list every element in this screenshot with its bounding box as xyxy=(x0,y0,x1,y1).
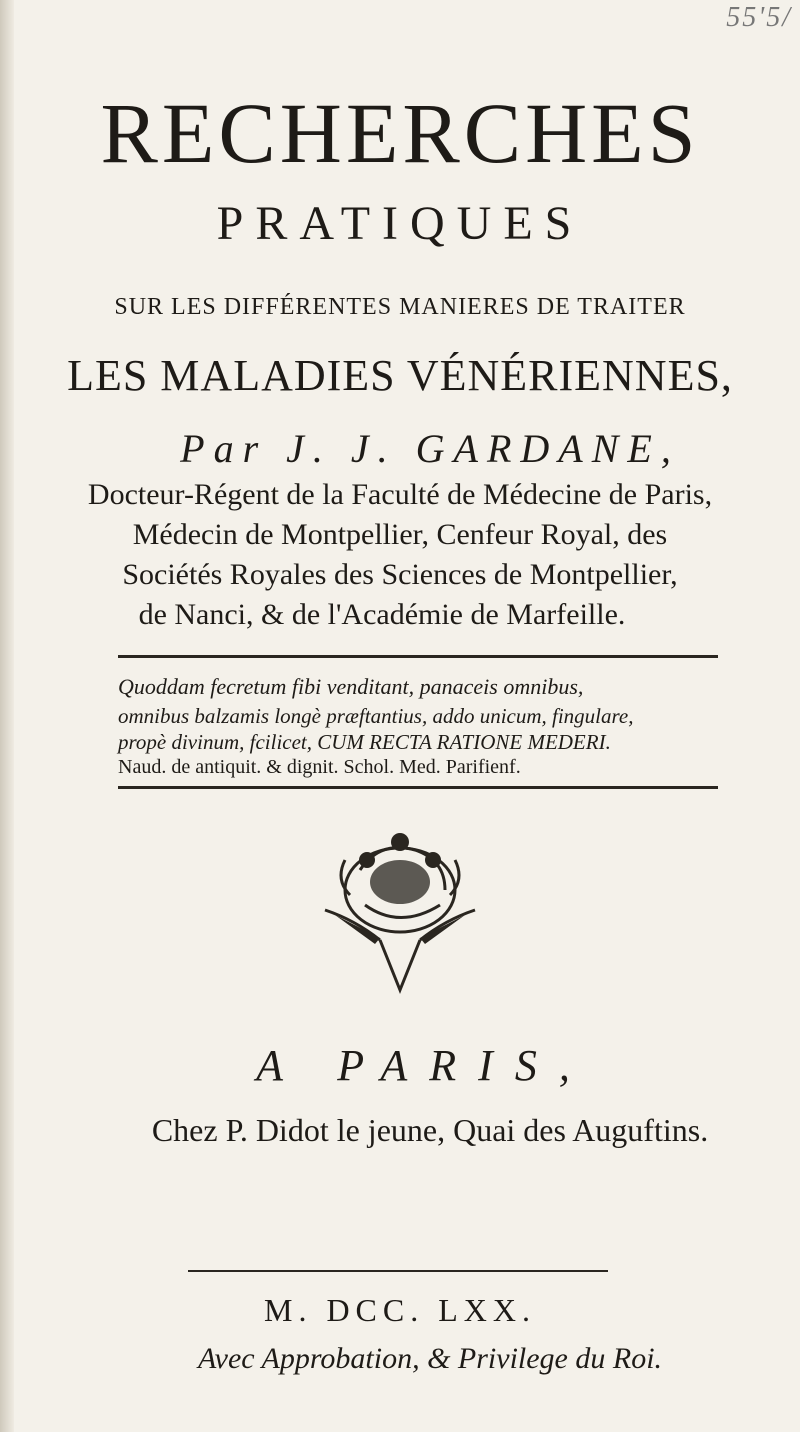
epigraph-line-1: Quoddam fecretum fibi venditant, panaceis omnibus, xyxy=(118,674,584,699)
title-maladies: LES MALADIES VÉNÉRIENNES, xyxy=(67,351,733,400)
title-pratiques: PRATIQUES xyxy=(216,197,584,250)
affiliation-line-1: Docteur-Régent de la Faculté de Médecine de Paris, xyxy=(87,478,713,511)
imprint-divider xyxy=(188,1270,608,1272)
imprint-publisher: Chez P. Didot le jeune, Quai des Auguftins. xyxy=(151,1112,709,1148)
title-recherches: RECHERCHES xyxy=(100,85,700,181)
divider-top xyxy=(118,655,718,658)
affiliation-line-2: Médecin de Montpellier, Cenfeur Royal, des xyxy=(132,518,668,551)
printers-ornament-icon xyxy=(305,820,495,995)
imprint-city: A PARIS, xyxy=(256,1041,592,1090)
divider-bottom xyxy=(118,786,718,789)
imprint-privilege: Avec Approbation, & Privilege du Roi. xyxy=(197,1342,663,1375)
epigraph-citation: Naud. de antiquit. & dignit. Schol. Med. Parifienf. xyxy=(118,756,521,778)
imprint-year: M. DCC. LXX. xyxy=(263,1292,536,1328)
author-line: Par J. J. GARDANE, xyxy=(180,426,680,471)
title-subtitle: SUR LES DIFFÉRENTES MANIERES DE TRAITER xyxy=(114,294,686,320)
affiliation-line-3: Sociétés Royales des Sciences de Montpellier, xyxy=(122,558,678,591)
epigraph-line-2: omnibus balzamis longè præftantius, addo unicum, fingulare, xyxy=(118,704,634,728)
handwritten-shelf-mark: 55'5/ xyxy=(726,2,792,33)
affiliation-line-4: de Nanci, & de l'Académie de Marfeille. xyxy=(138,598,626,631)
epigraph-line-3: propè divinum, fcilicet, CUM RECTA RATIONE MEDERI. xyxy=(118,730,611,754)
